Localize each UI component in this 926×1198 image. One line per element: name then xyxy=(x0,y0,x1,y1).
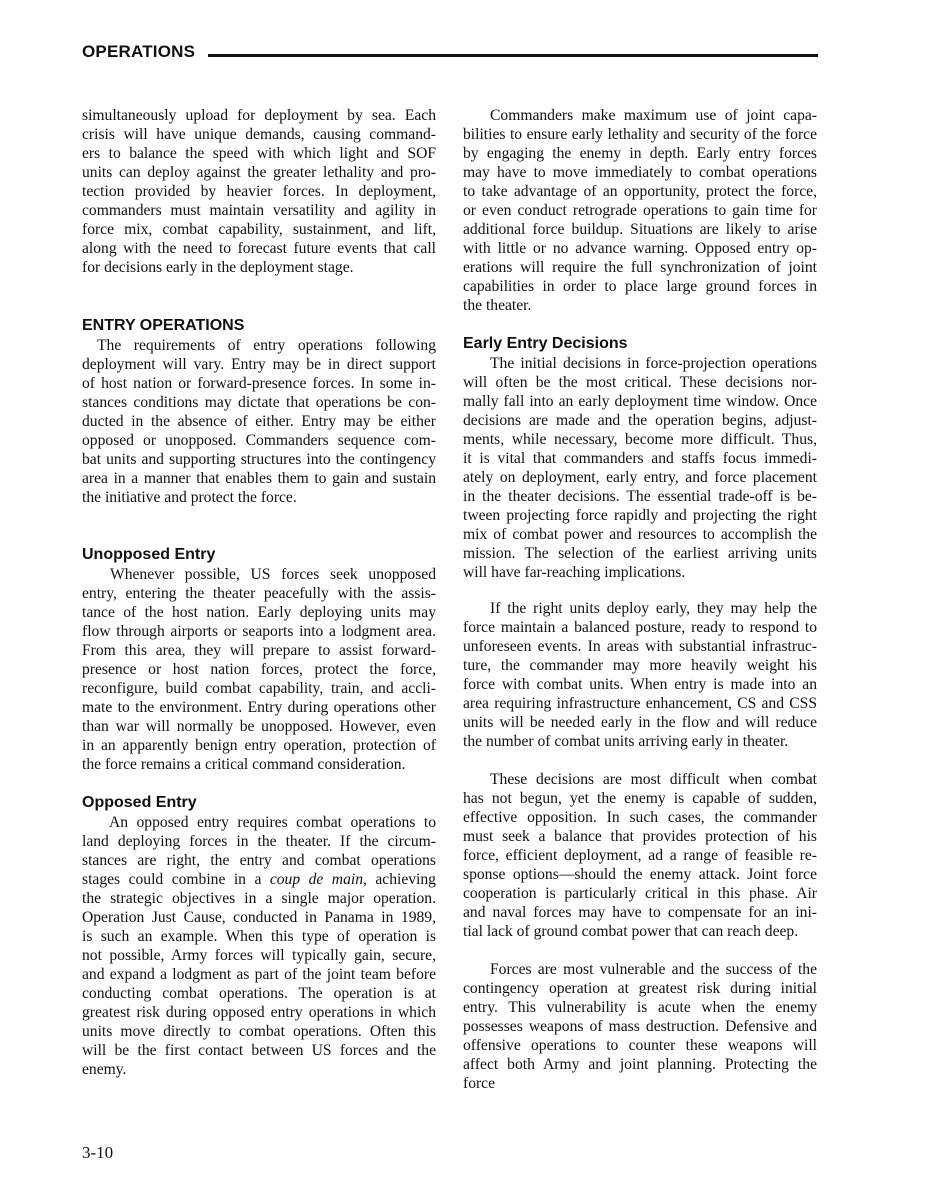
text-section xyxy=(82,793,436,1098)
text-line: crisis will have unique demands, causing command- xyxy=(82,126,436,143)
text-line: will be the first contact between US forces and the xyxy=(82,1042,436,1059)
text-line: force maintain a balanced posture, ready to respond to xyxy=(463,619,817,636)
text-line: effective opposition. In such cases, the commander xyxy=(463,809,817,826)
text-line: commanders must maintain versatility and agility in xyxy=(82,202,436,219)
text-line: is such an example. When this type of operation is xyxy=(82,928,436,945)
text-line: units will be needed early in the flow and will reduce xyxy=(463,714,817,731)
text-line: units move directly to combat operations. Often this xyxy=(82,1023,436,1040)
text-line: The initial decisions in force-projection operations xyxy=(490,355,817,372)
text-line: units can deploy against the greater lethality and pro- xyxy=(82,164,436,181)
text-line: Forces are most vulnerable and the success of the xyxy=(490,961,817,978)
text-line: tance of the host nation. Early deploying units may xyxy=(82,604,436,621)
running-header-title: OPERATIONS xyxy=(82,42,196,61)
text-section xyxy=(82,316,436,526)
text-line: Commanders make maximum use of joint capa- xyxy=(490,107,817,124)
text-line xyxy=(82,870,436,889)
text-line: with little or no advance warning. Opposed entry op- xyxy=(463,240,817,257)
text-line: the initiative and protect the force. xyxy=(82,489,297,506)
text-section xyxy=(463,770,817,960)
text-line: conducting combat operations. The operation is at xyxy=(82,985,436,1002)
text-line: tween projecting force rapidly and projecting the right xyxy=(463,507,817,524)
text-line: force xyxy=(463,1075,496,1092)
text-section xyxy=(82,106,436,296)
text-line: land deploying forces in the theater. If the circum- xyxy=(82,833,436,850)
text-line: possesses weapons of mass destruction. Defensive and xyxy=(463,1018,817,1035)
text-line: The requirements of entry operations following xyxy=(97,337,436,354)
paragraph xyxy=(463,770,817,941)
section-heading: Early Entry Decisions xyxy=(463,335,628,352)
text-line: bilities to ensure early lethality and security of the force xyxy=(463,126,817,143)
paragraph xyxy=(82,565,436,774)
text-line: mate to the environment. Entry during operations other xyxy=(82,699,436,716)
text-line: erations will require the full synchronization of joint xyxy=(463,259,817,276)
text-section xyxy=(463,106,817,334)
text-line: From this area, they will prepare to assist forward- xyxy=(82,642,436,659)
text-span: , achieving xyxy=(363,871,436,888)
text-line: in the theater decisions. The essential trade-off is be- xyxy=(463,488,817,505)
paragraph xyxy=(82,813,436,1079)
paragraph xyxy=(463,599,817,751)
text-line: in an apparently benign entry operation, protection of xyxy=(82,737,436,754)
text-line: tection provided by heavier forces. In deployment, xyxy=(82,183,436,200)
text-line: capabilities in order to place large ground forces in xyxy=(463,278,817,295)
text-line: If the right units deploy early, they may help the xyxy=(490,600,817,617)
text-line: along with the need to forecast future events that call xyxy=(82,240,436,257)
text-section xyxy=(463,960,817,1112)
text-line: tial lack of ground combat power that can reach deep. xyxy=(463,923,799,940)
text-line: force, efficient deployment, ad a range of feasible re- xyxy=(463,847,817,864)
section-heading: ENTRY OPERATIONS xyxy=(82,317,245,334)
text-line: opposed or unopposed. Commanders sequence com- xyxy=(82,432,436,449)
paragraph xyxy=(463,106,817,315)
text-line: ments, while necessary, become more difficult. Thus, xyxy=(463,431,817,448)
text-line: offensive operations to counter these weapons will xyxy=(463,1037,817,1054)
text-line: will often be the most critical. These decisions nor- xyxy=(463,374,817,391)
text-line: force with combat units. When entry is made into an xyxy=(463,676,817,693)
text-line: cooperation is particularly critical in this phase. Air xyxy=(463,885,817,902)
section-heading: Unopposed Entry xyxy=(82,546,216,563)
text-line: the force remains a critical command consideration. xyxy=(82,756,406,773)
text-line: stances conditions may dictate that operations be con- xyxy=(82,394,436,411)
text-line: of host nation or forward-presence forces. In some in- xyxy=(82,375,436,392)
paragraph xyxy=(463,960,817,1093)
text-line: Operation Just Cause, conducted in Panama in 1989, xyxy=(82,909,436,926)
text-line: bat units and supporting structures into the contingency xyxy=(82,451,436,468)
text-line: the theater. xyxy=(463,297,532,314)
text-span: stages could combine in a xyxy=(82,871,270,888)
text-line: mix of combat power and resources to accomplish the xyxy=(463,526,817,543)
page-number: 3-10 xyxy=(82,1143,114,1162)
text-section xyxy=(463,599,817,770)
text-line: ture, the commander may more heavily weight his xyxy=(463,657,817,674)
text-line: ers to balance the speed with which light and SOF xyxy=(82,145,436,162)
text-line: will have far-reaching implications. xyxy=(463,564,686,581)
text-line: simultaneously upload for deployment by sea. Each xyxy=(82,107,436,124)
text-line: decisions are made and the operation begins, adjust- xyxy=(463,412,817,429)
text-line: and naval forces may have to compensate for an ini- xyxy=(463,904,817,921)
text-line: entry, entering the theater peacefully with the assis- xyxy=(82,585,436,602)
text-line: area requiring infrastructure enhancement, CS and CSS xyxy=(463,695,817,712)
text-line: deployment will vary. Entry may be in direct support xyxy=(82,356,436,373)
text-line: mally fall into an early deployment time window. Once xyxy=(463,393,817,410)
text-line: and expand a lodgment as part of the joint team before xyxy=(82,966,436,983)
text-line: has not begun, yet the enemy is capable of sudden, xyxy=(463,790,817,807)
text-line: An opposed entry requires combat operations to xyxy=(109,814,436,831)
text-line: enemy. xyxy=(82,1061,127,1078)
text-line: additional force buildup. Situations are likely to arise xyxy=(463,221,817,238)
text-line: force mix, combat capability, sustainment, and lift, xyxy=(82,221,436,238)
text-line: the strategic objectives in a single major operation. xyxy=(82,890,436,907)
text-line: it is vital that commanders and staffs focus immedi- xyxy=(463,450,817,467)
text-line: affect both Army and joint planning. Protecting the xyxy=(463,1056,817,1073)
paragraph xyxy=(82,106,436,277)
text-line: entry. This vulnerability is acute when the enemy xyxy=(463,999,817,1016)
text-line: not possible, Army forces will typically gain, secure, xyxy=(82,947,436,964)
text-line: or even conduct retrograde operations to gain time for xyxy=(463,202,817,219)
text-line: contingency operation at greatest risk during initial xyxy=(463,980,817,997)
text-line: area in a manner that enables them to gain and sustain xyxy=(82,470,436,487)
paragraph xyxy=(463,354,817,582)
text-line: the number of combat units arriving early in theater. xyxy=(463,733,789,750)
text-line: must seek a balance that provides protection of his xyxy=(463,828,817,845)
header-rule xyxy=(208,54,818,57)
text-line: Whenever possible, US forces seek unopposed xyxy=(110,566,436,583)
text-section xyxy=(463,334,817,601)
text-line: than war will normally be unopposed. However, even xyxy=(82,718,436,735)
section-heading: Opposed Entry xyxy=(82,794,197,811)
text-line: unforeseen events. In areas with substantial infrastruc- xyxy=(463,638,817,655)
text-line: by engaging the enemy in depth. Early entry forces xyxy=(463,145,817,162)
text-line: flow through airports or seaports into a lodgment area. xyxy=(82,623,436,640)
text-line: presence or host nation forces, protect the force, xyxy=(82,661,436,678)
text-line: These decisions are most difficult when combat xyxy=(490,771,817,788)
text-line: to take advantage of an opportunity, protect the force, xyxy=(463,183,817,200)
text-line: ducted in the absence of either. Entry may be either xyxy=(82,413,436,430)
text-section xyxy=(82,545,436,793)
paragraph xyxy=(82,336,436,507)
text-line: stances are right, the entry and combat operations xyxy=(82,852,436,869)
text-line: sponse options—should the enemy attack. Joint force xyxy=(463,866,817,883)
text-line: greatest risk during opposed entry operations in which xyxy=(82,1004,436,1021)
text-line: for decisions early in the deployment stage. xyxy=(82,259,354,276)
text-line: reconfigure, build combat capability, train, and accli- xyxy=(82,680,436,697)
text-line: mission. The selection of the earliest arriving units xyxy=(463,545,817,562)
text-line: ately on deployment, early entry, and force placement xyxy=(463,469,817,486)
italic-term: coup de main xyxy=(269,871,363,888)
text-line: may have to move immediately to combat operations xyxy=(463,164,817,181)
